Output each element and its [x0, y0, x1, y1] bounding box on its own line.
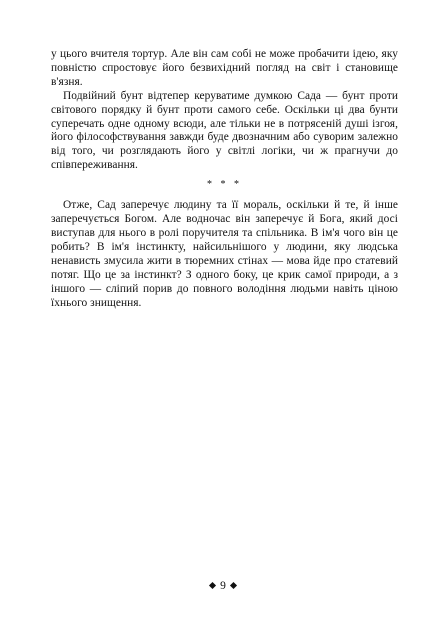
- diamond-icon: [230, 582, 237, 589]
- page-footer: [0, 579, 446, 593]
- page-number: 9: [220, 580, 226, 592]
- paragraph-sade-denies: Отже, Сад заперечує людину та її мораль, оскільки й те, й інше заперечується Богом. Але водночас він заперечує й Бога, який досі виступав для нього в ролі поручителя та спільника. В ім'я чого він це робить? В ім'я інстинкту, найсильнішого у людини, яку людська ненависть змусила жити в тюремних стінах — мова йде про статевий потяг. Що це за інстинкт? З одного боку, це крик самої природи, а з іншого — сліпий порив до повного володіння людьми навіть ціною їхнього знищення.: [51, 199, 398, 309]
- diamond-icon: [209, 582, 216, 589]
- paragraph-continuation: у цього вчителя тортур. Але він сам собі не може пробачити ідею, яку повністю спростовує його безвихідний погляд на світ і становище в'язня.: [51, 48, 398, 88]
- paragraph-double-rebellion: Подвійний бунт відтепер керуватиме думкою Сада — бунт проти світового порядку й бунт проти самого себе. Оскільки ці два бунти суперечать одне одному всюди, але тільки не в потрясеній душі ізгоя, його філософствування завжди буде двозначним або суворим залежно від того, чи розглядають його у світлі логіки, чи ж прагнучи до співпереживання.: [51, 89, 398, 172]
- page-body: [51, 48, 398, 310]
- section-separator: * * *: [207, 179, 242, 191]
